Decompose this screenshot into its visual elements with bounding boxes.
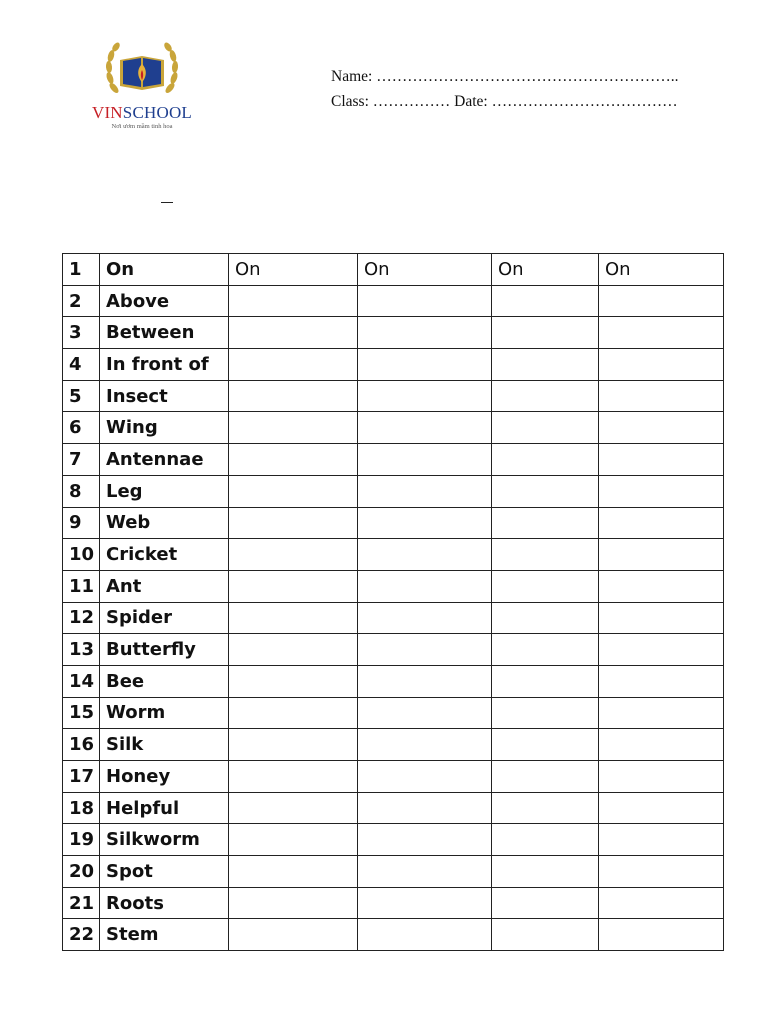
practice-cell[interactable] bbox=[599, 919, 724, 951]
practice-cell[interactable] bbox=[358, 729, 492, 761]
practice-cell[interactable] bbox=[229, 349, 358, 381]
practice-cell[interactable] bbox=[492, 824, 599, 856]
vocabulary-word: Silk bbox=[100, 729, 229, 761]
laurel-book-emblem-icon bbox=[102, 40, 182, 102]
practice-cell[interactable] bbox=[492, 570, 599, 602]
practice-cell[interactable] bbox=[358, 697, 492, 729]
name-line: Name: ………………………………………………….. bbox=[331, 68, 679, 85]
row-number: 11 bbox=[63, 570, 100, 602]
row-number: 4 bbox=[63, 349, 100, 381]
practice-cell[interactable] bbox=[358, 570, 492, 602]
practice-cell[interactable] bbox=[492, 602, 599, 634]
practice-cell[interactable] bbox=[229, 444, 358, 476]
practice-cell[interactable]: On bbox=[229, 254, 358, 286]
table-row bbox=[63, 697, 724, 729]
practice-cell[interactable] bbox=[599, 824, 724, 856]
table-row bbox=[63, 285, 724, 317]
practice-cell[interactable] bbox=[229, 634, 358, 666]
vocabulary-word: Worm bbox=[100, 697, 229, 729]
practice-cell[interactable] bbox=[358, 761, 492, 793]
vocabulary-word: Butterfly bbox=[100, 634, 229, 666]
vocabulary-word: Leg bbox=[100, 475, 229, 507]
row-number: 12 bbox=[63, 602, 100, 634]
practice-cell[interactable] bbox=[358, 317, 492, 349]
practice-cell[interactable] bbox=[358, 634, 492, 666]
practice-cell[interactable] bbox=[492, 761, 599, 793]
vocabulary-word: Honey bbox=[100, 761, 229, 793]
practice-cell[interactable] bbox=[599, 792, 724, 824]
practice-cell[interactable] bbox=[229, 919, 358, 951]
vocabulary-word: Stem bbox=[100, 919, 229, 951]
practice-cell[interactable] bbox=[599, 729, 724, 761]
practice-cell[interactable] bbox=[229, 412, 358, 444]
practice-cell[interactable] bbox=[492, 349, 599, 381]
school-tagline: Nơi ươm mầm tinh hoa bbox=[111, 123, 173, 130]
row-number: 10 bbox=[63, 539, 100, 571]
practice-cell[interactable] bbox=[229, 665, 358, 697]
practice-cell[interactable] bbox=[492, 539, 599, 571]
practice-cell[interactable] bbox=[599, 317, 724, 349]
practice-cell[interactable] bbox=[599, 507, 724, 539]
vocabulary-word: Ant bbox=[100, 570, 229, 602]
practice-cell[interactable] bbox=[229, 475, 358, 507]
row-number: 2 bbox=[63, 285, 100, 317]
row-number: 6 bbox=[63, 412, 100, 444]
practice-cell[interactable] bbox=[492, 285, 599, 317]
vocabulary-word: Spot bbox=[100, 856, 229, 888]
practice-cell[interactable] bbox=[599, 602, 724, 634]
table-row bbox=[63, 570, 724, 602]
row-number: 3 bbox=[63, 317, 100, 349]
row-number: 21 bbox=[63, 887, 100, 919]
practice-cell[interactable] bbox=[492, 317, 599, 349]
vocabulary-table bbox=[62, 253, 724, 951]
row-number: 1 bbox=[63, 254, 100, 286]
table-row bbox=[63, 412, 724, 444]
table-row bbox=[63, 761, 724, 793]
table-row bbox=[63, 824, 724, 856]
practice-cell[interactable] bbox=[229, 729, 358, 761]
practice-cell[interactable] bbox=[358, 349, 492, 381]
practice-cell[interactable] bbox=[599, 475, 724, 507]
practice-cell[interactable] bbox=[358, 665, 492, 697]
vocabulary-word: Above bbox=[100, 285, 229, 317]
vocabulary-word: Cricket bbox=[100, 539, 229, 571]
practice-cell[interactable]: On bbox=[599, 254, 724, 286]
row-number: 18 bbox=[63, 792, 100, 824]
practice-cell[interactable] bbox=[492, 697, 599, 729]
vocabulary-word: Helpful bbox=[100, 792, 229, 824]
table-row bbox=[63, 444, 724, 476]
row-number: 13 bbox=[63, 634, 100, 666]
vocabulary-word: Wing bbox=[100, 412, 229, 444]
practice-cell[interactable] bbox=[358, 856, 492, 888]
practice-cell[interactable] bbox=[492, 919, 599, 951]
practice-cell[interactable] bbox=[599, 349, 724, 381]
practice-cell[interactable] bbox=[358, 887, 492, 919]
vocabulary-word: Antennae bbox=[100, 444, 229, 476]
practice-cell[interactable] bbox=[229, 285, 358, 317]
practice-cell[interactable] bbox=[599, 634, 724, 666]
student-info-fields bbox=[331, 64, 678, 114]
practice-cell[interactable] bbox=[229, 380, 358, 412]
table-row bbox=[63, 380, 724, 412]
vocabulary-word: Insect bbox=[100, 380, 229, 412]
practice-cell[interactable] bbox=[599, 570, 724, 602]
practice-cell[interactable] bbox=[599, 285, 724, 317]
practice-cell[interactable] bbox=[492, 412, 599, 444]
row-number: 5 bbox=[63, 380, 100, 412]
practice-cell[interactable] bbox=[358, 792, 492, 824]
class-date-line: Class: …………… Date: ……………………………… bbox=[331, 93, 678, 110]
table-row bbox=[63, 634, 724, 666]
practice-cell[interactable] bbox=[229, 792, 358, 824]
vocabulary-word: Spider bbox=[100, 602, 229, 634]
practice-cell[interactable] bbox=[358, 539, 492, 571]
practice-cell[interactable] bbox=[229, 602, 358, 634]
practice-cell[interactable] bbox=[492, 444, 599, 476]
practice-cell[interactable] bbox=[358, 380, 492, 412]
practice-cell[interactable] bbox=[358, 444, 492, 476]
row-number: 19 bbox=[63, 824, 100, 856]
practice-cell[interactable]: On bbox=[358, 254, 492, 286]
row-number: 22 bbox=[63, 919, 100, 951]
practice-cell[interactable] bbox=[358, 475, 492, 507]
practice-cell[interactable] bbox=[229, 539, 358, 571]
practice-cell[interactable] bbox=[229, 697, 358, 729]
practice-cell[interactable] bbox=[599, 539, 724, 571]
dash-mark bbox=[161, 202, 173, 203]
table-row bbox=[63, 602, 724, 634]
vocabulary-word: Web bbox=[100, 507, 229, 539]
row-number: 14 bbox=[63, 665, 100, 697]
table-row bbox=[63, 507, 724, 539]
practice-cell[interactable] bbox=[492, 665, 599, 697]
table-row bbox=[63, 665, 724, 697]
table-row bbox=[63, 729, 724, 761]
row-number: 8 bbox=[63, 475, 100, 507]
practice-cell[interactable] bbox=[358, 507, 492, 539]
practice-cell[interactable] bbox=[358, 285, 492, 317]
practice-cell[interactable] bbox=[492, 729, 599, 761]
table-row bbox=[63, 317, 724, 349]
practice-cell[interactable] bbox=[229, 856, 358, 888]
practice-cell[interactable] bbox=[599, 380, 724, 412]
vocabulary-word: Bee bbox=[100, 665, 229, 697]
practice-cell[interactable] bbox=[492, 380, 599, 412]
table-row bbox=[63, 475, 724, 507]
school-name: VINSCHOOL bbox=[91, 103, 193, 122]
practice-cell[interactable] bbox=[599, 444, 724, 476]
practice-cell[interactable] bbox=[492, 887, 599, 919]
practice-cell[interactable] bbox=[229, 507, 358, 539]
row-number: 16 bbox=[63, 729, 100, 761]
practice-cell[interactable] bbox=[599, 665, 724, 697]
practice-cell[interactable] bbox=[492, 475, 599, 507]
practice-cell[interactable] bbox=[229, 761, 358, 793]
row-number: 7 bbox=[63, 444, 100, 476]
practice-cell[interactable] bbox=[599, 887, 724, 919]
practice-cell[interactable] bbox=[358, 602, 492, 634]
row-number: 20 bbox=[63, 856, 100, 888]
practice-cell[interactable] bbox=[229, 570, 358, 602]
practice-cell[interactable] bbox=[492, 634, 599, 666]
practice-cell[interactable] bbox=[358, 412, 492, 444]
practice-cell[interactable] bbox=[599, 412, 724, 444]
table-row bbox=[63, 887, 724, 919]
vocabulary-word: Roots bbox=[100, 887, 229, 919]
practice-cell[interactable] bbox=[229, 824, 358, 856]
table-row bbox=[63, 254, 724, 286]
practice-cell[interactable] bbox=[492, 792, 599, 824]
row-number: 17 bbox=[63, 761, 100, 793]
table-row bbox=[63, 792, 724, 824]
row-number: 9 bbox=[63, 507, 100, 539]
vocabulary-word: On bbox=[100, 254, 229, 286]
table-row bbox=[63, 539, 724, 571]
table-row bbox=[63, 349, 724, 381]
practice-cell[interactable] bbox=[358, 919, 492, 951]
practice-cell[interactable] bbox=[599, 761, 724, 793]
practice-cell[interactable] bbox=[492, 507, 599, 539]
school-logo bbox=[88, 40, 196, 134]
vocabulary-word: Silkworm bbox=[100, 824, 229, 856]
practice-cell[interactable] bbox=[358, 824, 492, 856]
vocabulary-word: In front of bbox=[100, 349, 229, 381]
row-number: 15 bbox=[63, 697, 100, 729]
practice-cell[interactable] bbox=[492, 856, 599, 888]
table-row bbox=[63, 919, 724, 951]
practice-cell[interactable] bbox=[229, 317, 358, 349]
practice-cell[interactable] bbox=[599, 856, 724, 888]
practice-cell[interactable] bbox=[599, 697, 724, 729]
vocabulary-word: Between bbox=[100, 317, 229, 349]
table-row bbox=[63, 856, 724, 888]
practice-cell[interactable] bbox=[229, 887, 358, 919]
practice-cell[interactable]: On bbox=[492, 254, 599, 286]
